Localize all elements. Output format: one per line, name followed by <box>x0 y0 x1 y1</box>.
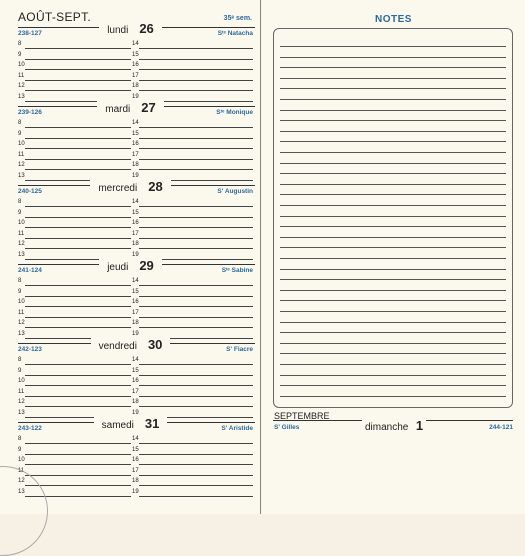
hour-line <box>25 148 131 149</box>
hour-label: 14 <box>132 357 139 363</box>
hour-label: 15 <box>132 51 139 58</box>
hour-line <box>139 248 253 249</box>
hour-line <box>25 138 131 139</box>
sunday-name: dimanche <box>365 422 409 433</box>
day-block <box>0 177 261 258</box>
hour-label: 13 <box>18 488 25 495</box>
hour-label: 15 <box>132 446 139 453</box>
hour-line <box>25 317 131 318</box>
hour-label: 8 <box>18 41 22 47</box>
note-line <box>280 279 506 280</box>
day-number: 30 <box>144 337 166 352</box>
hour-label: 14 <box>132 41 139 47</box>
note-line <box>280 364 506 365</box>
note-line <box>280 163 506 164</box>
hour-label: 18 <box>132 241 139 247</box>
note-line <box>280 300 506 301</box>
day-name: lundi <box>103 25 132 36</box>
hour-label: 11 <box>18 230 25 237</box>
note-line <box>280 57 506 58</box>
hour-line <box>139 306 253 307</box>
hour-line <box>25 48 131 49</box>
hour-label: 17 <box>132 72 139 79</box>
day-name: vendredi <box>95 341 141 352</box>
hour-line <box>139 485 253 486</box>
right-page <box>262 0 525 514</box>
note-line <box>280 385 506 386</box>
day-name: mardi <box>101 104 134 115</box>
day-block <box>0 256 261 337</box>
hour-label: 12 <box>18 241 25 247</box>
hour-label: 18 <box>132 399 139 405</box>
hour-line <box>139 59 253 60</box>
hour-label: 12 <box>18 478 25 484</box>
note-line <box>280 99 506 100</box>
hour-label: 18 <box>132 83 139 89</box>
day-block <box>0 98 261 179</box>
saint-name: S' Fiacre <box>226 346 253 353</box>
hour-line <box>25 464 131 465</box>
day-name: jeudi <box>103 262 132 273</box>
hour-line <box>139 364 253 365</box>
day-number: 27 <box>137 100 159 115</box>
hour-label: 15 <box>132 130 139 137</box>
note-line <box>280 311 506 312</box>
hour-line <box>25 454 131 455</box>
hour-line <box>139 69 253 70</box>
note-line <box>280 131 506 132</box>
hour-label: 12 <box>18 162 25 168</box>
hour-line <box>139 206 253 207</box>
hour-label: 11 <box>18 72 25 79</box>
note-line <box>280 120 506 121</box>
hour-label: 12 <box>18 83 25 89</box>
day-meta <box>18 425 253 432</box>
sunday-number: 1 <box>415 418 424 433</box>
hour-line <box>139 296 253 297</box>
saint-name: Sᵗᵉ Monique <box>216 109 253 116</box>
note-line <box>280 343 506 344</box>
hour-line <box>25 385 131 386</box>
hour-line <box>25 364 131 365</box>
hour-line <box>25 159 131 160</box>
day-block <box>0 19 261 100</box>
notes-title: NOTES <box>375 14 412 25</box>
note-line <box>280 258 506 259</box>
hour-label: 19 <box>132 172 139 179</box>
hour-label: 10 <box>18 62 25 68</box>
day-count: 241-124 <box>18 267 42 274</box>
saint-name: S' Aristide <box>221 425 253 432</box>
hour-label: 9 <box>18 51 22 58</box>
hour-label: 15 <box>132 367 139 374</box>
hour-label: 17 <box>132 151 139 158</box>
saint-name: Sᵗᵉ Sabine <box>221 267 253 274</box>
hour-label: 13 <box>18 330 25 337</box>
hour-label: 17 <box>132 309 139 316</box>
saint-name: Sᵗᵉ Natacha <box>217 30 253 37</box>
sunday-month: SEPTEMBRE <box>274 411 330 421</box>
saint-name: S' Augustin <box>217 188 253 195</box>
hour-label: 14 <box>132 436 139 442</box>
hour-label: 17 <box>132 230 139 237</box>
hour-line <box>25 396 131 397</box>
hour-line <box>25 90 131 91</box>
hour-label: 16 <box>132 378 139 384</box>
hour-label: 18 <box>132 478 139 484</box>
hour-label: 13 <box>18 172 25 179</box>
note-line <box>280 88 506 89</box>
hour-line <box>25 248 131 249</box>
hour-label: 11 <box>18 309 25 316</box>
day-count: 240-125 <box>18 188 42 195</box>
left-page <box>0 0 261 514</box>
day-meta <box>18 188 253 195</box>
note-line <box>280 375 506 376</box>
hour-label: 16 <box>132 457 139 463</box>
hour-label: 17 <box>132 467 139 474</box>
hour-label: 12 <box>18 399 25 405</box>
hour-label: 11 <box>18 388 25 395</box>
day-count: 242-123 <box>18 346 42 353</box>
day-name: mercredi <box>94 183 141 194</box>
note-line <box>280 205 506 206</box>
note-line <box>280 226 506 227</box>
note-line <box>280 216 506 217</box>
note-line <box>280 247 506 248</box>
hour-line <box>139 238 253 239</box>
day-number: 31 <box>141 416 163 431</box>
hour-line <box>139 475 253 476</box>
hour-label: 8 <box>18 120 22 126</box>
hour-label: 16 <box>132 62 139 68</box>
week-number: 35ᵉ sem. <box>223 15 252 22</box>
hour-label: 17 <box>132 388 139 395</box>
hour-label: 8 <box>18 278 22 284</box>
hour-label: 14 <box>132 278 139 284</box>
hour-line <box>139 217 253 218</box>
note-line <box>280 184 506 185</box>
day-number: 29 <box>135 258 157 273</box>
hour-label: 10 <box>18 457 25 463</box>
hour-line <box>139 464 253 465</box>
hour-label: 16 <box>132 141 139 147</box>
note-line <box>280 290 506 291</box>
day-block <box>0 414 261 495</box>
hour-label: 16 <box>132 220 139 226</box>
note-line <box>280 237 506 238</box>
hour-label: 14 <box>132 120 139 126</box>
hour-label: 19 <box>132 409 139 416</box>
hour-line <box>139 169 253 170</box>
day-meta <box>18 346 253 353</box>
hour-label: 9 <box>18 446 22 453</box>
hour-line <box>25 69 131 70</box>
hour-line <box>25 80 131 81</box>
note-line <box>280 46 506 47</box>
hour-line <box>139 127 253 128</box>
hour-line <box>139 227 253 228</box>
hour-label: 10 <box>18 378 25 384</box>
note-line <box>280 396 506 397</box>
hour-line <box>139 443 253 444</box>
hour-label: 15 <box>132 288 139 295</box>
hour-line <box>139 385 253 386</box>
hour-line <box>139 90 253 91</box>
hour-line <box>25 406 131 407</box>
hour-line <box>25 227 131 228</box>
hour-label: 8 <box>18 199 22 205</box>
hour-label: 10 <box>18 220 25 226</box>
note-line <box>280 152 506 153</box>
hour-line <box>139 148 253 149</box>
day-meta <box>18 30 253 37</box>
hour-label: 18 <box>132 162 139 168</box>
day-count: 239-126 <box>18 109 42 116</box>
day-number: 26 <box>135 21 157 36</box>
hour-label: 11 <box>18 151 25 158</box>
note-line <box>280 173 506 174</box>
sunday-saint: S' Gilles <box>274 424 300 431</box>
hour-line <box>139 48 253 49</box>
hour-label: 9 <box>18 367 22 374</box>
hour-line <box>25 238 131 239</box>
hour-label: 9 <box>18 288 22 295</box>
note-line <box>280 78 506 79</box>
hour-line <box>25 127 131 128</box>
note-line <box>280 110 506 111</box>
day-block <box>0 335 261 416</box>
hour-line <box>25 306 131 307</box>
note-line <box>280 141 506 142</box>
hour-label: 19 <box>132 330 139 337</box>
note-line <box>280 194 506 195</box>
hour-line <box>139 317 253 318</box>
hour-label: 16 <box>132 299 139 305</box>
hour-line <box>25 296 131 297</box>
day-count: 238-127 <box>18 30 42 37</box>
hour-line <box>25 375 131 376</box>
hour-label: 9 <box>18 209 22 216</box>
note-line <box>280 353 506 354</box>
hour-line <box>25 285 131 286</box>
hour-line <box>25 327 131 328</box>
hour-label: 13 <box>18 409 25 416</box>
hour-line <box>25 217 131 218</box>
hour-label: 11 <box>18 467 25 474</box>
note-line <box>280 67 506 68</box>
note-line <box>280 269 506 270</box>
month-header: AOÛT-SEPT. <box>18 10 92 24</box>
hour-line <box>139 406 253 407</box>
day-meta <box>18 267 253 274</box>
hour-line <box>25 475 131 476</box>
hour-line <box>139 327 253 328</box>
hour-label: 10 <box>18 141 25 147</box>
hour-label: 9 <box>18 130 22 137</box>
hour-line <box>25 59 131 60</box>
day-meta <box>18 109 253 116</box>
hour-label: 18 <box>132 320 139 326</box>
hour-line <box>139 375 253 376</box>
hour-label: 19 <box>132 93 139 100</box>
note-line <box>280 332 506 333</box>
hour-label: 10 <box>18 299 25 305</box>
hour-line <box>139 496 253 497</box>
hour-line <box>139 454 253 455</box>
hour-label: 8 <box>18 357 22 363</box>
hour-label: 12 <box>18 320 25 326</box>
hour-line <box>25 206 131 207</box>
hour-label: 8 <box>18 436 22 442</box>
hour-label: 14 <box>132 199 139 205</box>
hour-line <box>25 443 131 444</box>
hour-label: 19 <box>132 488 139 495</box>
sunday-day-count: 244-121 <box>489 424 513 431</box>
hour-line <box>139 138 253 139</box>
hour-label: 19 <box>132 251 139 258</box>
day-name: samedi <box>98 420 138 431</box>
hour-label: 15 <box>132 209 139 216</box>
hour-label: 13 <box>18 93 25 100</box>
hour-line <box>139 396 253 397</box>
day-count: 243-122 <box>18 425 42 432</box>
notes-box[interactable] <box>273 28 513 408</box>
hour-label: 13 <box>18 251 25 258</box>
day-number: 28 <box>144 179 166 194</box>
note-line <box>280 322 506 323</box>
hour-line <box>25 169 131 170</box>
hour-line <box>139 285 253 286</box>
sunday-title <box>362 417 426 435</box>
hour-line <box>139 159 253 160</box>
hour-line <box>139 80 253 81</box>
